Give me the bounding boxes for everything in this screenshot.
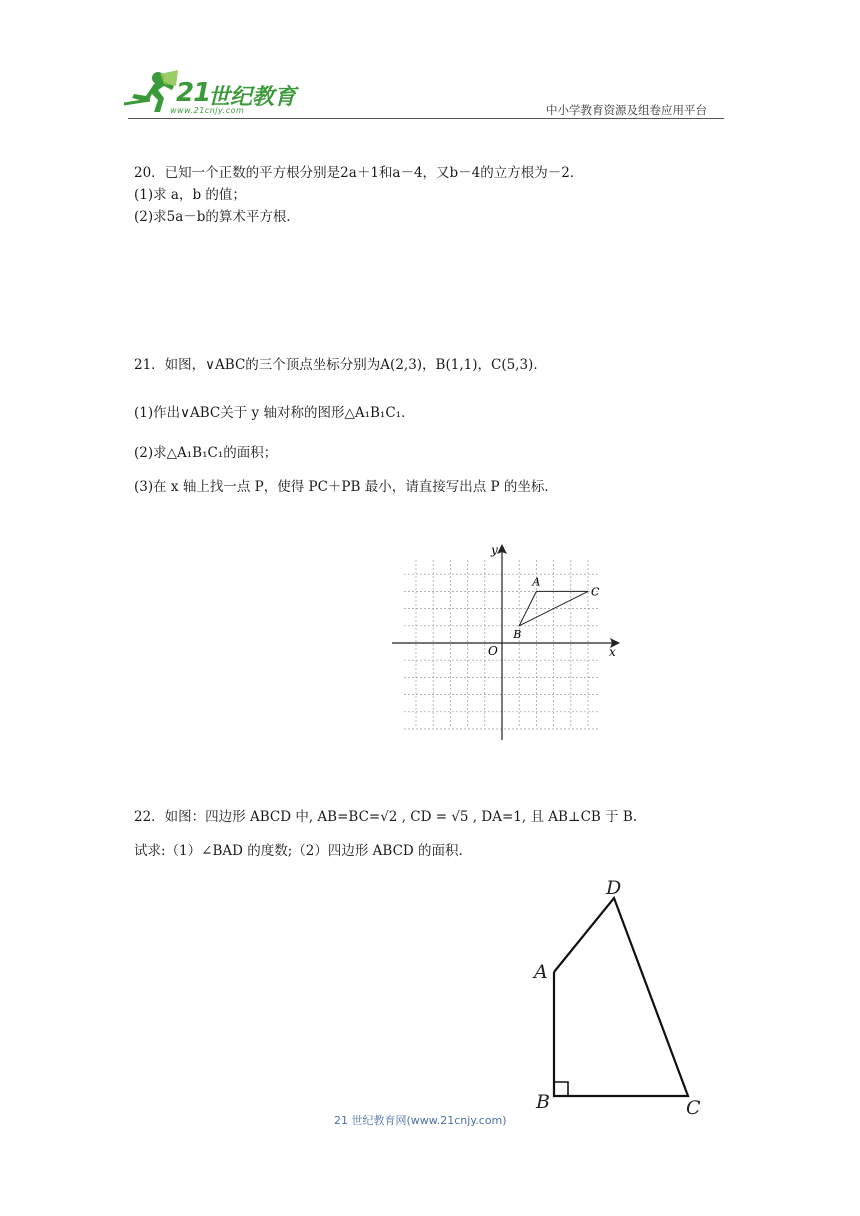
point-b-label: B	[513, 627, 522, 641]
logo-url: www.21cnjy.com	[170, 106, 245, 115]
vertex-b-label: B	[536, 1091, 550, 1113]
point-c-label: C	[591, 585, 600, 599]
grid-lines	[404, 560, 598, 729]
q21-part3: (3)在 x 轴上找一点 P，使得 PC＋PB 最小，请直接写出点 P 的坐标．	[134, 479, 558, 495]
header	[0, 0, 860, 120]
point-a-label: A	[532, 575, 541, 589]
origin-label: O	[488, 644, 498, 658]
right-angle-mark	[554, 1082, 568, 1096]
x-axis-label: x	[609, 645, 616, 659]
q20-stem: 20．已知一个正数的平方根分别是2a＋1和a－4，又b－4的立方根为－2．	[134, 165, 584, 181]
header-platform-text: 中小学教育资源及组卷应用平台	[546, 103, 707, 117]
header-rule	[128, 118, 724, 119]
y-axis-label: y	[491, 543, 498, 557]
quadrilateral-abcd	[554, 898, 688, 1096]
q22-stem: 22．如图：四边形 ABCD 中, AB=BC=√2 , CD = √5 , DA=1, 且 AB⊥CB 于 B.	[134, 809, 638, 825]
footer-text: 21 世纪教育网(www.21cnjy.com)	[334, 1114, 507, 1127]
coordinate-grid-figure	[390, 538, 626, 742]
q22-ask: 试求:（1）∠BAD 的度数;（2）四边形 ABCD 的面积.	[134, 843, 463, 859]
logo-text: 世纪教育	[208, 85, 297, 110]
q20-part2: (2)求5a－b的算术平方根．	[134, 209, 300, 225]
quadrilateral-figure	[528, 872, 718, 1122]
q21-stem: 21．如图，∨ABC的三个顶点坐标分别为A(2,3)，B(1,1)，C(5,3)．	[134, 357, 547, 373]
q20-part1: (1)求 a，b 的值；	[134, 187, 246, 203]
vertex-a-label: A	[534, 961, 548, 983]
logo-number: 21	[176, 78, 211, 108]
q21-part2: (2)求△A₁B₁C₁的面积；	[134, 445, 278, 461]
q21-part1: (1)作出∨ABC关于 y 轴对称的图形△A₁B₁C₁．	[134, 405, 415, 421]
vertex-c-label: C	[686, 1097, 701, 1119]
vertex-d-label: D	[606, 877, 622, 899]
